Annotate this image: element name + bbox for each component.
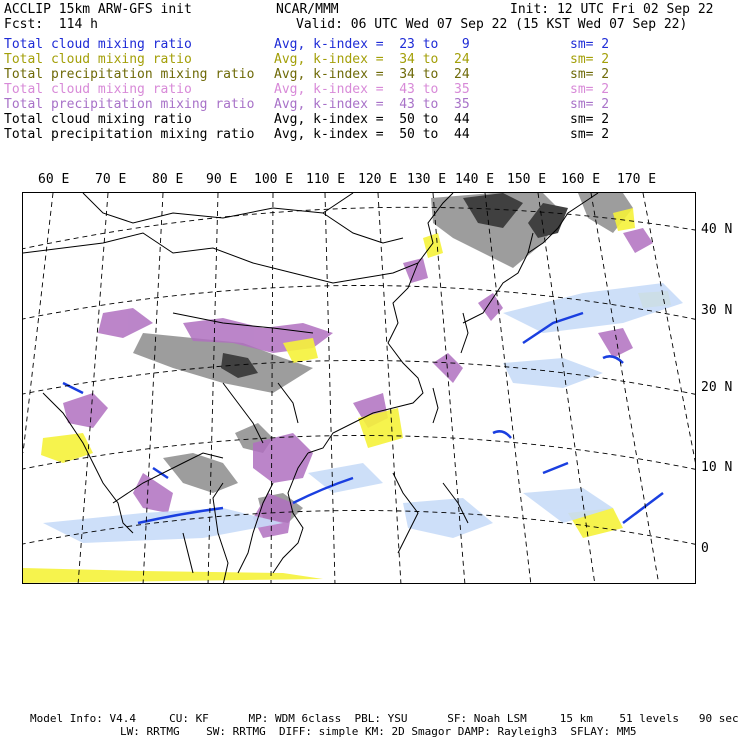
valid-time: Valid: 06 UTC Wed 07 Sep 22 (15 KST Wed 07 Sep 22) [296,17,688,32]
longitude-label: 170 E [617,172,657,187]
field-name: Total cloud mixing ratio [4,82,192,97]
model-info-line-2: LW: RRTMG SW: RRTMG DIFF: simple KM: 2D Smagor DAMP: Rayleigh3 SFLAY: MM5 [120,725,637,738]
forecast-hour: Fcst: 114 h [4,17,98,32]
latitude-label: 40 N [701,222,733,237]
map-canvas [23,193,696,584]
field-row [4,82,736,97]
longitude-label: 70 E [95,172,127,187]
field-avg: Avg, k-index = 50 to 44 [274,112,470,127]
field-avg: Avg, k-index = 50 to 44 [274,127,470,142]
field-avg: Avg, k-index = 34 to 24 [274,67,470,82]
field-avg: Avg, k-index = 43 to 35 [274,82,470,97]
longitude-label: 150 E [507,172,547,187]
latitude-label: 0 [701,541,709,556]
field-sm: sm= 2 [570,82,610,97]
field-sm: sm= 2 [570,112,610,127]
field-avg: Avg, k-index = 43 to 35 [274,97,470,112]
field-avg: Avg, k-index = 34 to 24 [274,52,470,67]
field-row [4,112,736,127]
field-avg: Avg, k-index = 23 to 9 [274,37,470,52]
longitude-label: 130 E [407,172,447,187]
longitude-label: 80 E [152,172,184,187]
org-label: NCAR/MMM [276,2,339,17]
longitude-label: 60 E [38,172,70,187]
field-sm: sm= 2 [570,52,610,67]
field-sm: sm= 2 [570,37,610,52]
field-sm: sm= 2 [570,127,610,142]
longitude-label: 120 E [358,172,398,187]
model-info-line-1: Model Info: V4.4 CU: KF MP: WDM 6class PBL: YSU SF: Noah LSM 15 km 51 levels 90 sec [30,712,739,725]
longitude-label: 160 E [561,172,601,187]
longitude-label: 90 E [206,172,238,187]
field-row [4,52,736,67]
latitude-label: 30 N [701,303,733,318]
longitude-label: 140 E [455,172,495,187]
field-name: Total precipitation mixing ratio [4,97,255,112]
field-name: Total cloud mixing ratio [4,112,192,127]
model-title: ACCLIP 15km ARW-GFS init [4,2,192,17]
forecast-map [22,192,696,584]
field-name: Total precipitation mixing ratio [4,127,255,142]
field-name: Total cloud mixing ratio [4,52,192,67]
field-name: Total precipitation mixing ratio [4,67,255,82]
latitude-label: 20 N [701,380,733,395]
longitude-label: 100 E [254,172,294,187]
field-row [4,127,736,142]
field-row [4,37,736,52]
field-sm: sm= 2 [570,97,610,112]
latitude-label: 10 N [701,460,733,475]
field-row [4,67,736,82]
field-row [4,97,736,112]
field-name: Total cloud mixing ratio [4,37,192,52]
longitude-label: 110 E [306,172,346,187]
field-sm: sm= 2 [570,67,610,82]
init-time: Init: 12 UTC Fri 02 Sep 22 [510,2,714,17]
